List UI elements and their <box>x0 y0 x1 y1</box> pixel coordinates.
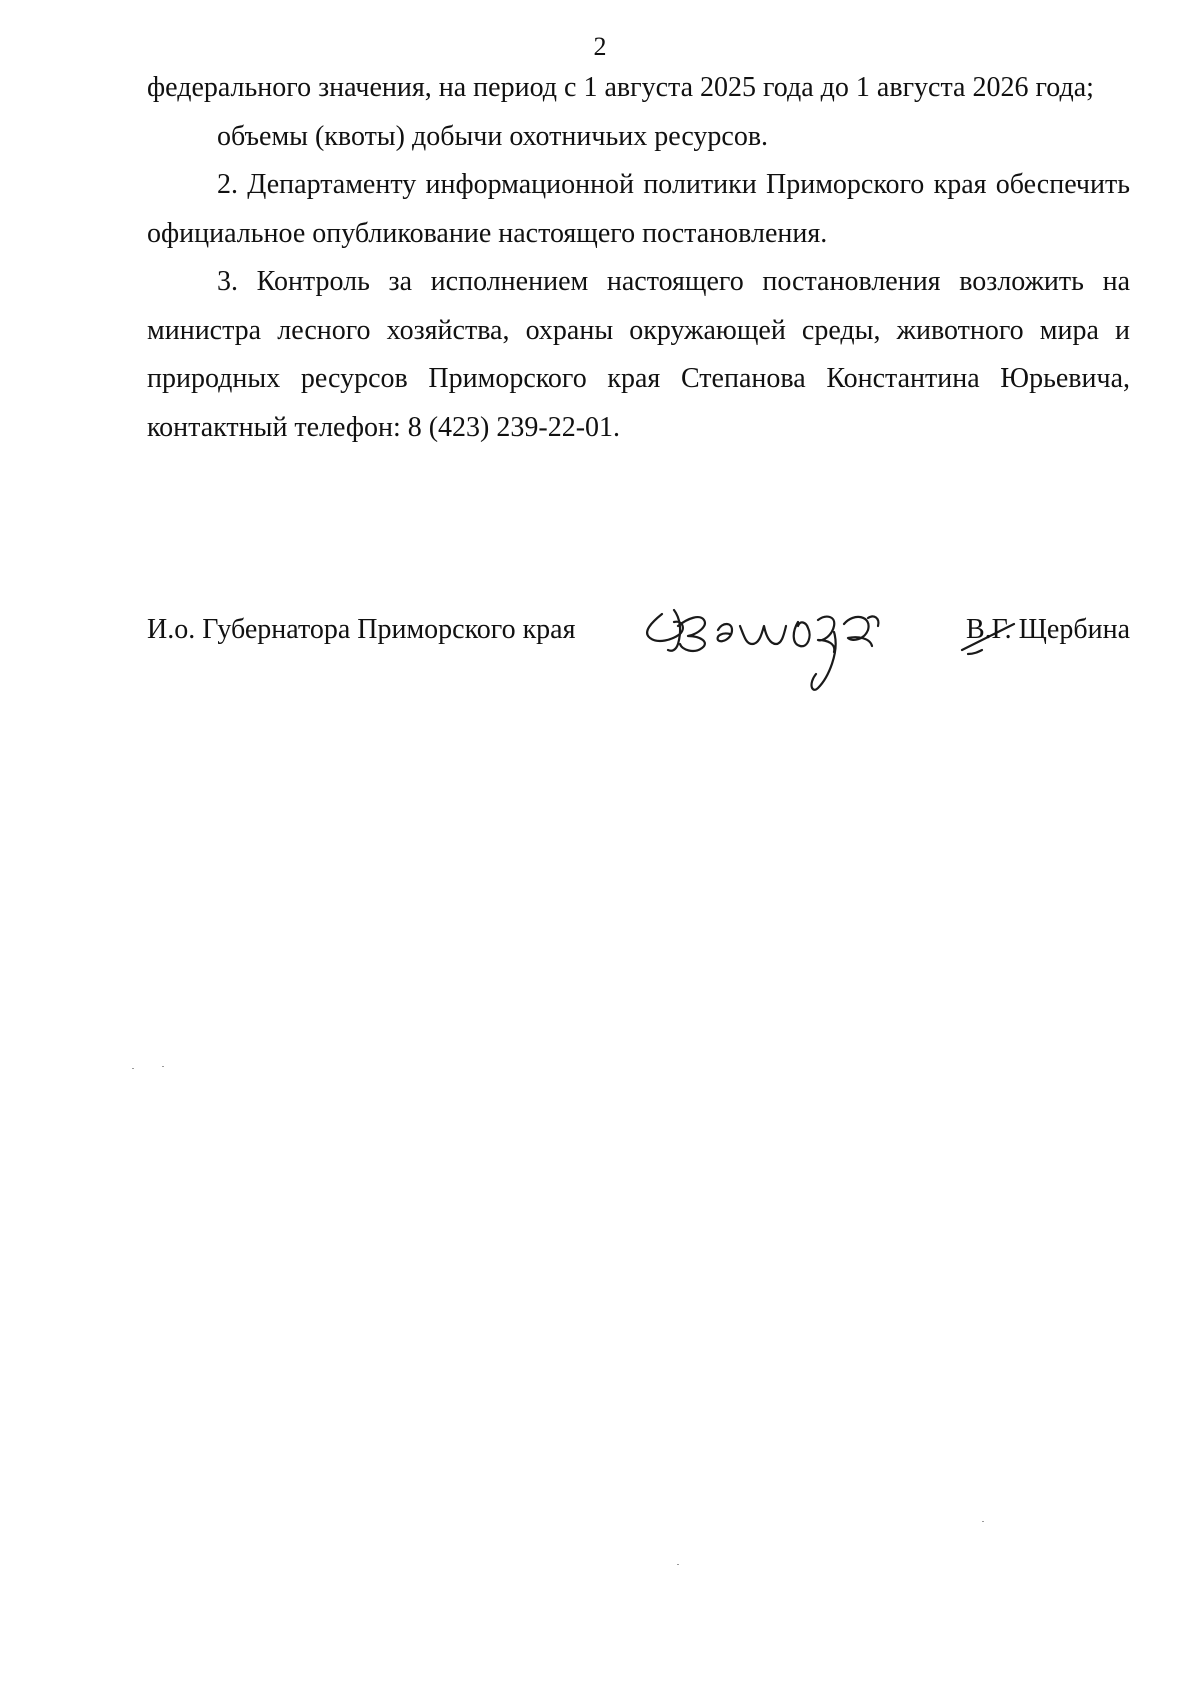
signature-block <box>147 592 1130 702</box>
scan-speck <box>132 1068 134 1069</box>
paragraph-item-2: 2. Департаменту информационной политики Приморского края обеспечить официальное опубликование настоящего постановления. <box>147 169 1130 249</box>
scan-speck <box>677 1564 679 1565</box>
page-number: 2 <box>593 32 607 61</box>
signatory-position: И.о. Губернатора Приморского края <box>147 614 576 645</box>
paragraph-item-3: 3. Контроль за исполнением настоящего постановления возложить на министра лесного хозяйства, охраны окружающей среды, животного мира и природных ресурсов Приморского края Степанова Константина Юрьевича, контактный телефон: 8 (423) 239-22-01. <box>147 266 1130 443</box>
signatory-name: В.Г. Щербина <box>965 614 1130 645</box>
paragraph-quotas: объемы (квоты) добычи охотничьих ресурсов. <box>217 120 769 152</box>
handwritten-signature <box>622 592 1042 702</box>
scan-speck <box>162 1066 164 1067</box>
paragraph-continuation: федерального значения, на период с 1 августа 2025 года до 1 августа 2026 года; <box>147 72 1094 103</box>
document-body <box>147 64 1130 452</box>
scan-speck <box>982 1521 984 1522</box>
